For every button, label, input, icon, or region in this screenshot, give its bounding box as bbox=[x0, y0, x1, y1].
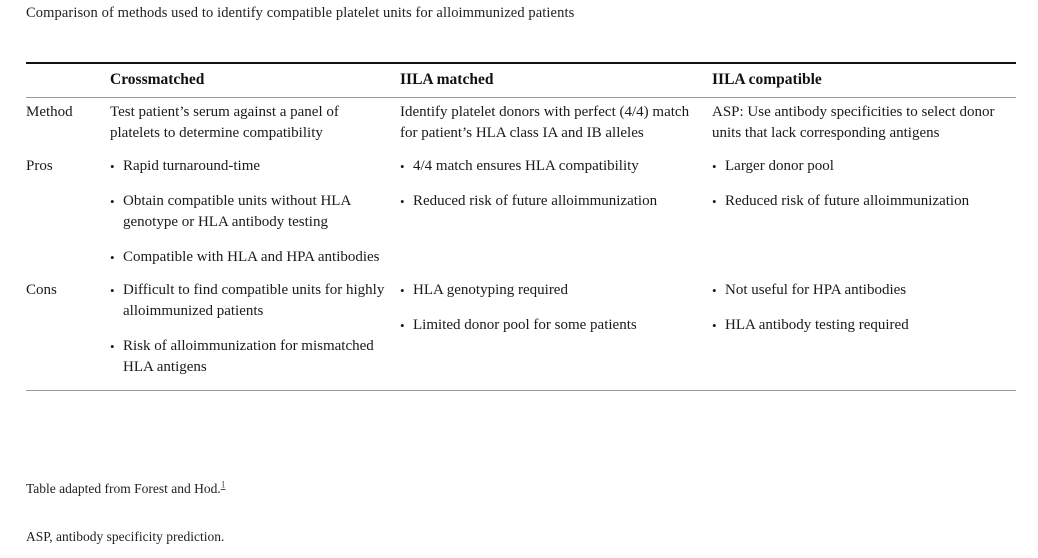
list-item: • Limited donor pool for some patients bbox=[400, 315, 698, 336]
list-item: • Difficult to find compatible units for highly alloimmunized patients bbox=[110, 280, 386, 322]
cell-method-hla-compatible bbox=[712, 98, 1016, 153]
table-container bbox=[26, 62, 1016, 391]
cell-pros-hla-compatible bbox=[712, 152, 1016, 276]
table-body bbox=[26, 98, 1016, 391]
bullet-list bbox=[110, 156, 386, 268]
list-item: • HLA antibody testing required bbox=[712, 315, 1002, 336]
list-item: • Reduced risk of future alloimmunization bbox=[712, 191, 1002, 212]
cell-pros-hla-matched bbox=[400, 152, 712, 276]
table-caption: Comparison of methods used to identify compatible platelet units for alloimmunized patients bbox=[26, 5, 575, 21]
cell-method-crossmatched bbox=[110, 98, 400, 153]
table-head bbox=[26, 63, 1016, 98]
cell-pros-crossmatched bbox=[110, 152, 400, 276]
column-header-hla-matched: IILA matched bbox=[400, 63, 712, 98]
table-row bbox=[26, 98, 1016, 153]
column-header-rowlabel bbox=[26, 63, 110, 98]
column-header-crossmatched: Crossmatched bbox=[110, 63, 400, 98]
list-item: • HLA genotyping required bbox=[400, 280, 698, 301]
cell-method-hla-matched bbox=[400, 98, 712, 153]
footnote-abbreviations: ASP, antibody specificity prediction. bbox=[26, 529, 225, 544]
bullet-list bbox=[712, 280, 1002, 336]
list-item: • Rapid turnaround-time bbox=[110, 156, 386, 177]
footnote-source-text: Table adapted from Forest and Hod. bbox=[26, 481, 221, 496]
reference-link-1[interactable]: 1 bbox=[220, 480, 226, 491]
table-header-row bbox=[26, 63, 1016, 98]
cell-cons-crossmatched bbox=[110, 276, 400, 391]
table-row bbox=[26, 152, 1016, 276]
list-item: • Reduced risk of future alloimmunization bbox=[400, 191, 698, 212]
table-row bbox=[26, 276, 1016, 391]
comparison-table bbox=[26, 62, 1016, 391]
list-item: • Compatible with HLA and HPA antibodies bbox=[110, 247, 386, 268]
footnote-source bbox=[26, 480, 1016, 498]
list-item: • Risk of alloimmunization for mismatched HLA antigens bbox=[110, 336, 386, 378]
cell-text: ASP: Use antibody specificities to select donor units that lack corresponding antigens bbox=[712, 104, 995, 141]
column-header-hla-compatible: IILA compatible bbox=[712, 63, 1016, 98]
bullet-list bbox=[110, 280, 386, 378]
row-label-cons: Cons bbox=[26, 276, 110, 391]
bullet-list bbox=[400, 156, 698, 212]
cell-text: Test patient’s serum against a panel of platelets to determine compatibility bbox=[110, 104, 339, 141]
list-item: • 4/4 match ensures HLA compatibility bbox=[400, 156, 698, 177]
footnotes bbox=[26, 480, 1016, 546]
bullet-list bbox=[400, 280, 698, 336]
list-item: • Larger donor pool bbox=[712, 156, 1002, 177]
cell-cons-hla-compatible bbox=[712, 276, 1016, 391]
row-label-method: Method bbox=[26, 104, 73, 120]
row-label-pros: Pros bbox=[26, 158, 53, 174]
cell-cons-hla-matched bbox=[400, 276, 712, 391]
cell-text: Identify platelet donors with perfect (4/4) match for patient’s HLA class IA and IB alleles bbox=[400, 104, 690, 141]
bullet-list bbox=[712, 156, 1002, 212]
list-item: • Obtain compatible units without HLA genotype or HLA antibody testing bbox=[110, 191, 386, 233]
list-item: • Not useful for HPA antibodies bbox=[712, 280, 1002, 301]
